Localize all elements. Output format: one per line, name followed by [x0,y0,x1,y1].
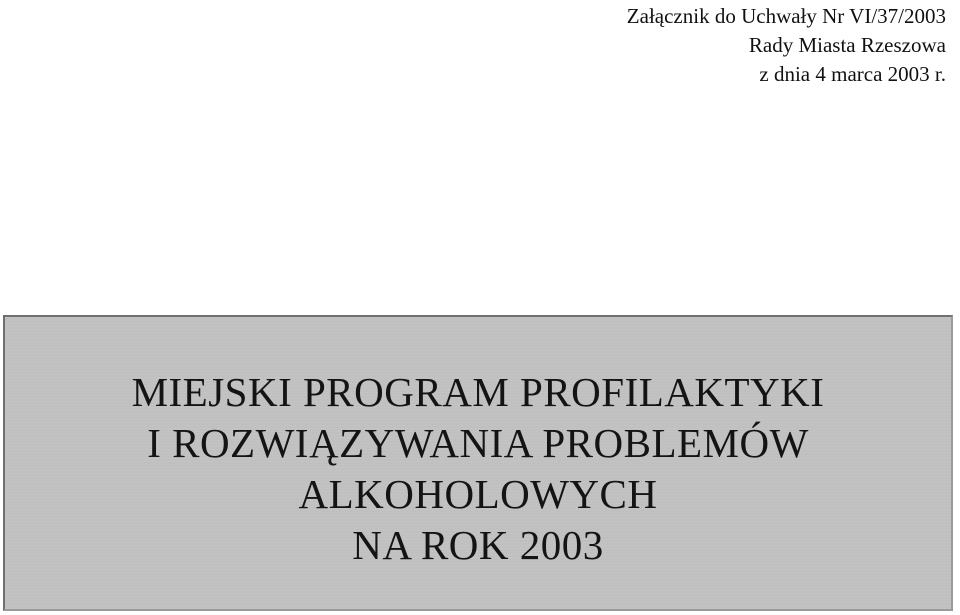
document-title [5,367,951,571]
annex-header [627,2,946,89]
title-line-1: MIEJSKI PROGRAM PROFILAKTYKI [131,369,825,415]
title-line-3: ALKOHOLOWYCH [298,471,658,517]
title-box [3,315,953,611]
title-line-2: I ROZWIĄZYWANIA PROBLEMÓW [147,420,809,466]
annex-line-1: Załącznik do Uchwały Nr VI/37/2003 [626,4,946,28]
title-line-4: NA ROK 2003 [352,522,604,568]
annex-line-3: z dnia 4 marca 2003 r. [759,62,946,86]
annex-line-2: Rady Miasta Rzeszowa [748,33,946,57]
